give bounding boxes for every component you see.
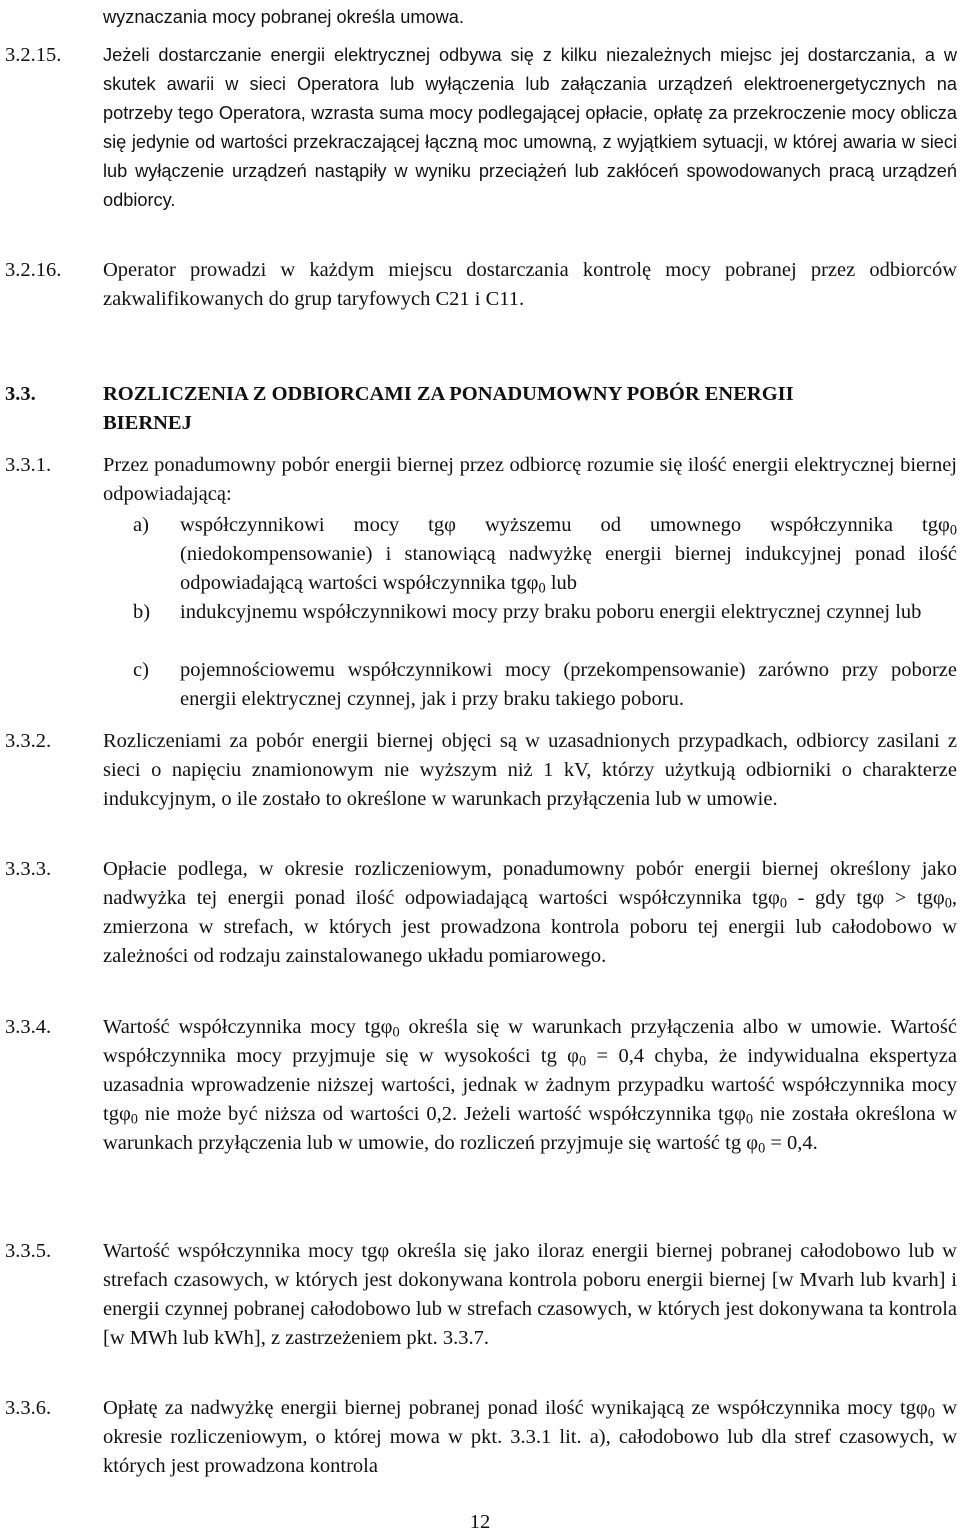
list-label-b: b) <box>133 601 151 623</box>
paragraph-3-3-1-intro: Przez ponadumowny pobór energii biernej przez odbiorcę rozumie się ilość energii elektrycznej biernej odpowiadającą: <box>103 454 957 505</box>
section-number: 3.3.2. <box>5 730 52 752</box>
list-item-b: indukcyjnemu współczynnikowi mocy przy braku poboru energii elektrycznej czynnej lub <box>180 601 922 623</box>
paragraph-3-3-4: Wartość współczynnika mocy tgφ$_0$ określa się w warunkach przyłączenia albo w umowie. Wartość współczynnika mocy przyjmuje się w wysokości tg $\varphi_0 = 0,4$ chyba, że indywidualna ekspertyza uzasadnia wprowadzenie niższej wartości, jednak w żadnym przypadku wartość współczynnika mocy tgφ$_0$ nie może być niższa od wartości 0,2. Jeżeli wartość współczynnika tgφ$_0$ nie została określona w warunkach przyłączenia lub w umowie, do rozliczeń przyjmuje się wartość tg $\varphi_0 = 0,4$. <box>103 1016 958 1157</box>
list-label-a: a) <box>133 514 149 536</box>
paragraph-3-3-5: Wartość współczynnika mocy tgφ określa się jako iloraz energii biernej pobranej całodobowo lub w strefach czasowych, w których jest dokonywana kontrola poboru energii biernej [w Mvarh lub kvarh] i energii czynnej pobranej całodobowo lub w strefach czasowych, w których jest dokonywana ta kontrola [w MWh lub kWh], z zastrzeżeniem pkt. 3.3.7. <box>103 1240 957 1349</box>
continuation-line: wyznaczania mocy pobranej określa umowa. <box>103 7 464 27</box>
list-item-c: pojemnościowemu współczynnikowi mocy (przekompensowanie) zarówno przy poborze energii elektrycznej czynnej, jak i przy braku takiego poboru. <box>180 659 957 710</box>
paragraph-3-2-15: Jeżeli dostarczanie energii elektrycznej odbywa się z kilku niezależnych miejsc jej dostarczania, a w skutek awarii w sieci Operatora lub wyłączenia lub załączania urządzeń elektroenergetycznych na potrzeby tego Operatora, wzrasta suma mocy podlegającej opłacie, opłatę za przekroczenie mocy oblicza się jedynie od wartości przekraczającej łączną moc umowną, z wyjątkiem sytuacji, w której awaria w sieci lub wyłączenie urządzeń nastąpiły w wyniku przeciążeń lub zakłóceń spowodowanych pracą urządzeń odbiorcy. <box>103 45 957 210</box>
section-heading: ROZLICZENIA Z ODBIORCAMI ZA PONADUMOWNY POBÓR ENERGII BIERNEJ <box>103 383 794 434</box>
section-number: 3.2.16. <box>5 259 62 281</box>
section-number: 3.3.1. <box>5 454 52 476</box>
section-heading-number: 3.3. <box>5 383 36 405</box>
page-number: 12 <box>469 1511 491 1533</box>
list-item-a: współczynnikowi mocy tgφ wyższemu od umownego współczynnika tgφ$_0$ (niedokompensowanie) i stanowiącą nadwyżkę energii biernej indukcyjnej ponad ilość odpowiadającą wartości współczynnika tgφ$_0$ lub <box>180 514 957 597</box>
paragraph-3-2-16: Operator prowadzi w każdym miejscu dostarczania kontrolę mocy pobranej przez odbiorców zakwalifikowanych do grup taryfowych C21 i C11. <box>103 259 957 310</box>
paragraph-3-3-2: Rozliczeniami za pobór energii biernej objęci są w uzasadnionych przypadkach, odbiorcy zasilani z sieci o napięciu znamionowym nie wyższym niż 1 kV, którzy użytkują odbiorniki o charakterze indukcyjnym, o ile zostało to określone w warunkach przyłączenia lub w umowie. <box>103 730 957 810</box>
section-number: 3.3.5. <box>5 1240 52 1262</box>
section-number: 3.2.15. <box>5 44 62 66</box>
section-number: 3.3.4. <box>5 1016 52 1038</box>
list-label-c: c) <box>133 659 149 681</box>
paragraph-3-3-6: Opłatę za nadwyżkę energii biernej pobranej ponad ilość wynikającą ze współczynnika mocy tgφ$_0$ w okresie rozliczeniowym, o której mowa w pkt. 3.3.1 lit. a), całodobowo lub dla stref czasowych, w których jest prowadzona kontrola <box>103 1397 957 1477</box>
paragraph-3-3-3: Opłacie podlega, w okresie rozliczeniowym, ponadumowny pobór energii biernej określony jako nadwyżka tej energii ponad ilość odpowiadającą wartości współczynnika tgφ$_0$ - gdy tgφ > tgφ$_0$, zmierzona w strefach, w których jest prowadzona kontrola poboru tej energii lub całodobowo w zależności od rodzaju zainstalowanego układu pomiarowego. <box>103 858 958 967</box>
section-number: 3.3.3. <box>5 858 52 880</box>
section-number: 3.3.6. <box>5 1397 52 1419</box>
